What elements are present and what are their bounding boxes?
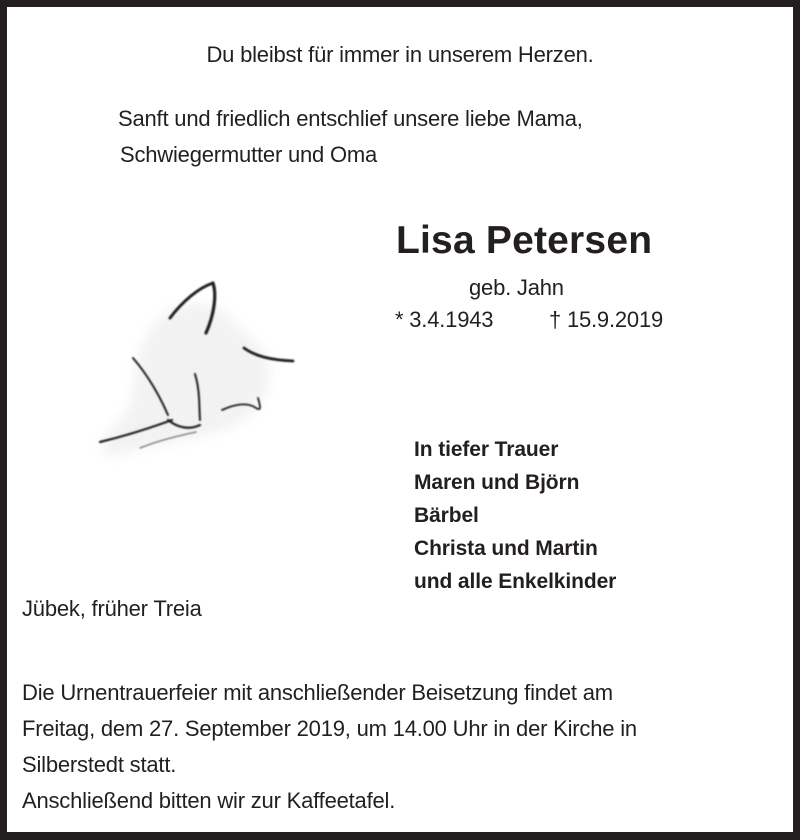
death-date: † 15.9.2019 xyxy=(549,307,664,332)
birth-date: * 3.4.1943 xyxy=(395,307,494,332)
mourner-item: Bärbel xyxy=(414,504,479,527)
deceased-name: Lisa Petersen xyxy=(396,219,653,262)
intro-line-1: Sanft und friedlich entschlief unsere liebe Mama, xyxy=(118,106,583,131)
ceremony-line: Anschließend bitten wir zur Kaffeetafel. xyxy=(22,788,396,813)
motto-line: Du bleibst für immer in unserem Herzen. xyxy=(206,42,594,67)
mourner-item: und alle Enkelkinder xyxy=(414,570,617,593)
mourner-item: Christa und Martin xyxy=(414,537,598,560)
ceremony-details xyxy=(22,675,637,819)
mourner-item: Maren und Björn xyxy=(414,471,580,494)
place-line: Jübek, früher Treia xyxy=(22,596,202,621)
maiden-name: geb. Jahn xyxy=(469,275,564,300)
mourners-list xyxy=(414,433,616,598)
sleeping-cat-sketch-icon xyxy=(60,260,340,490)
intro-line-2: Schwiegermutter und Oma xyxy=(120,142,378,167)
ceremony-line: Freitag, dem 27. September 2019, um 14.00 Uhr in der Kirche in xyxy=(22,716,637,741)
ceremony-line: Die Urnentrauerfeier mit anschließender Beisetzung findet am xyxy=(22,680,613,705)
mourners-heading: In tiefer Trauer xyxy=(414,438,559,461)
ceremony-line: Silberstedt statt. xyxy=(22,752,177,777)
